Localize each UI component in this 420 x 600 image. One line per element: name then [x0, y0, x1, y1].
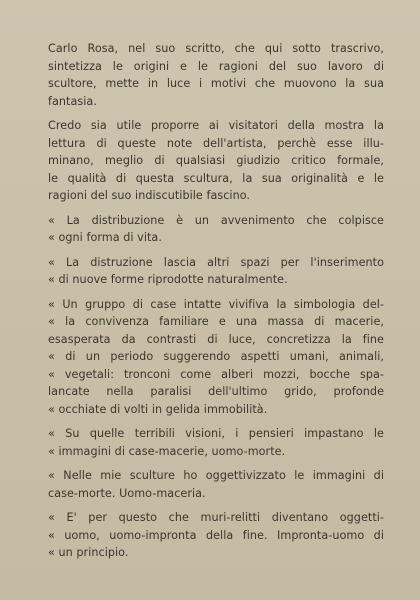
quote-paragraph [48, 212, 384, 247]
text-line: Carlo Rosa, nel suo scritto, che qui sotto trascrivo, [48, 42, 384, 55]
text-line: « di nuove forme riprodotte naturalmente. [48, 273, 288, 286]
paragraph-note [48, 117, 384, 205]
text-line: « vegetali: tronconi come alberi mozzi, bocche spa- [48, 367, 384, 381]
text-line: sintetizza le origini e le ragioni del suo lavoro di [48, 59, 384, 73]
text-line: ragioni del suo indiscutibile fascino. [48, 189, 251, 202]
text-line: lancate nella paralisi dell'ultimo grido, profonde [48, 385, 384, 398]
quote-paragraph [48, 254, 384, 289]
text-line: « di un periodo suggerendo aspetti umani, animali, [48, 350, 384, 363]
text-line: Credo sia utile proporre ai visitatori della mostra la [48, 119, 384, 132]
text-line: fantasia. [48, 94, 97, 108]
text-line: « uomo, uomo-impronta della fine. Impronta-uomo di [48, 528, 384, 542]
quote-paragraph [48, 425, 384, 460]
text-line: « ogni forma di vita. [48, 231, 162, 244]
document-body [48, 40, 384, 569]
text-line: « E' per questo che muri-relitti diventano oggetti- [48, 511, 384, 524]
text-line: « La distribuzione è un avvenimento che colpisce [48, 213, 384, 227]
paragraph-intro [48, 40, 384, 110]
text-line: « occhiate di volti in gelida immobilità. [48, 402, 268, 416]
quote-paragraph [48, 509, 384, 562]
text-line: « immagini di case-macerie, uomo-morte. [48, 444, 286, 458]
text-line: esasperata da contrasti di luce, concretizza la fine [48, 332, 384, 346]
quote-paragraph [48, 467, 384, 502]
quote-paragraph [48, 296, 384, 419]
text-line: case-morte. Uomo-maceria. [48, 486, 206, 500]
text-line: scultore, mette in luce i motivi che muovono la sua [48, 77, 384, 90]
text-line: minano, meglio di qualsiasi giudizio critico formale, [48, 154, 384, 167]
text-line: « un principio. [48, 546, 129, 559]
text-line: lettura di queste note dell'artista, perchè esse illu- [48, 136, 384, 150]
text-line: « Su quelle terribili visioni, i pensieri impastano le [48, 427, 384, 440]
text-line: « Un gruppo di case intatte vivifiva la simbologia del- [48, 297, 384, 311]
text-line: « La distruzione lascia altri spazi per l'inserimento [48, 255, 384, 269]
text-line: « Nelle mie sculture ho oggettivizzato le immagini di [48, 469, 384, 482]
text-line: « la convivenza familiare e una massa di macerie, [48, 315, 384, 328]
text-line: le qualità di questa scultura, la sua originalità e le [48, 171, 384, 185]
